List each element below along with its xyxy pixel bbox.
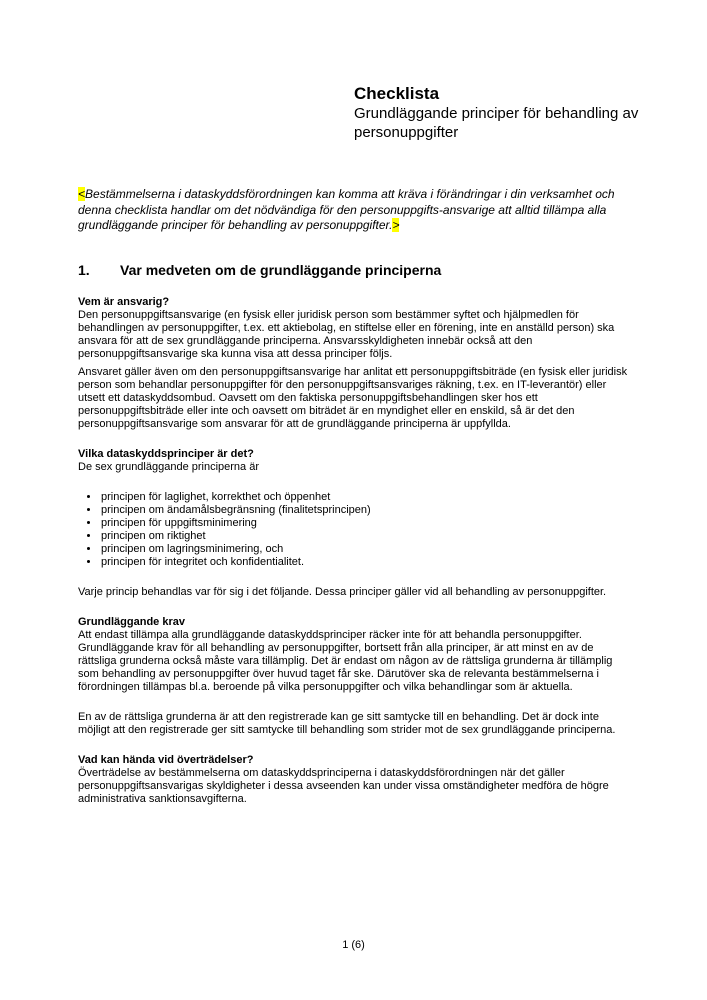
section-1-title: Var medveten om de grundläggande principerna bbox=[120, 261, 442, 278]
paragraph-principles-lead: De sex grundläggande principerna är bbox=[78, 460, 260, 473]
subheading-violations: Vad kan hända vid överträdelser? bbox=[78, 753, 254, 766]
section-1-heading bbox=[78, 262, 631, 279]
list-item-principle: • principen om ändamålsbegränsning (finalitetsprincipen) bbox=[100, 504, 631, 517]
subheading-which-principles: Vilka dataskyddsprinciper är det? bbox=[78, 447, 254, 460]
paragraph-requirements-1: Att endast tillämpa alla grundläggande dataskyddsprinciper räcker inte för att behandla personuppgifter. Grundläggande krav för all behandling av personuppgifter, bortsett från alla principer, är att minst en av de rättsliga grunderna också måste vara tillämplig. Det är endast om någon av de rättsliga grunderna är tillämplig som behandling av personuppgifter över huvud taget får ske. Därutöver ska de relevanta bestämmelserna i förordningen tillämpas bl.a. beroende på vilka personuppgifter och vilka behandlingar som är aktuella. bbox=[78, 628, 613, 693]
page-number: 1 (6) bbox=[342, 939, 365, 951]
list-item-principle: • principen för laglighet, korrekthet och öppenhet bbox=[100, 491, 631, 504]
paragraph-who-2: Ansvaret gäller även om den personuppgiftsansvarige har anlitat ett personuppgiftsbiträde (en fysisk eller juridisk person som behandlar personuppgifter för den personuppgiftsansvariges räkning, t.ex. en IT-leverantör) eller utsett ett dataskyddsombud. Oavsett om den faktiska personuppgiftsbehandlingen sker hos ett personuppgiftsbiträde eller inte och oavsett om biträdet är en myndighet eller en enskild, så är det den personuppgiftsansvarige som ansvarar för att de grundläggande principerna är uppfyllda. bbox=[78, 365, 628, 430]
highlight-open-mark: < bbox=[78, 187, 86, 201]
paragraph-who-1: Den personuppgiftsansvarige (en fysisk eller juridisk person som bestämmer syftet och hjälpmedlen för behandlingen av personuppgifter, t.ex. ett aktiebolag, en stiftelse eller en förening, inte en anställd person) ska ansvara för att de sex grundläggande principerna. Ansvarsskyldigheten innebär också att den personuppgiftsansvarige ska kunna visa att dessa principer följs. bbox=[78, 308, 615, 360]
intro-paragraph bbox=[78, 187, 631, 234]
section-1-number: 1. bbox=[78, 261, 90, 278]
paragraph-requirements-2: En av de rättsliga grunderna är att den registrerade kan ge sitt samtycke till en behandling. Det är dock inte möjligt att den registrerade ger sitt samtycke till behandling som strider mot de sex grundläggande principerna. bbox=[78, 710, 616, 736]
paragraph-violations-1: Överträdelse av bestämmelserna om dataskyddsprinciperna i dataskyddsförordningen när det gäller personuppgiftsansvarigas skyldigheter i dessa avseenden kan under vissa omständigheter medföra de högre administrativa sanktionsavgifterna. bbox=[78, 766, 609, 805]
document-title-block bbox=[354, 83, 654, 142]
intro-text: Bestämmelserna i dataskyddsförordningen kan komma att kräva i förändringar i din verksamhet och denna checklista handlar om det nödvändiga för den personuppgifts-ansvarige att alltid tillämpa alla grundläggande principer för behandling av personuppgifter. bbox=[78, 187, 615, 232]
document-subtitle: Grundläggande principer för behandling av personuppgifter bbox=[354, 105, 639, 141]
list-item-principle: • principen för uppgiftsminimering bbox=[100, 517, 631, 530]
principles-list bbox=[78, 491, 631, 569]
list-item-principle: • principen för integritet och konfidentialitet. bbox=[100, 556, 631, 569]
list-item-principle: • principen om riktighet bbox=[100, 530, 631, 543]
list-item-principle: • principen om lagringsminimering, och bbox=[100, 543, 631, 556]
subheading-who-is-responsible: Vem är ansvarig? bbox=[78, 295, 170, 308]
document-body bbox=[78, 187, 631, 823]
highlight-close-mark: > bbox=[392, 218, 400, 232]
document-title: Checklista bbox=[354, 84, 440, 103]
subheading-basic-requirements: Grundläggande krav bbox=[78, 615, 185, 628]
paragraph-principles-after: Varje princip behandlas var för sig i det följande. Dessa principer gäller vid all behandling av personuppgifter. bbox=[78, 585, 607, 598]
